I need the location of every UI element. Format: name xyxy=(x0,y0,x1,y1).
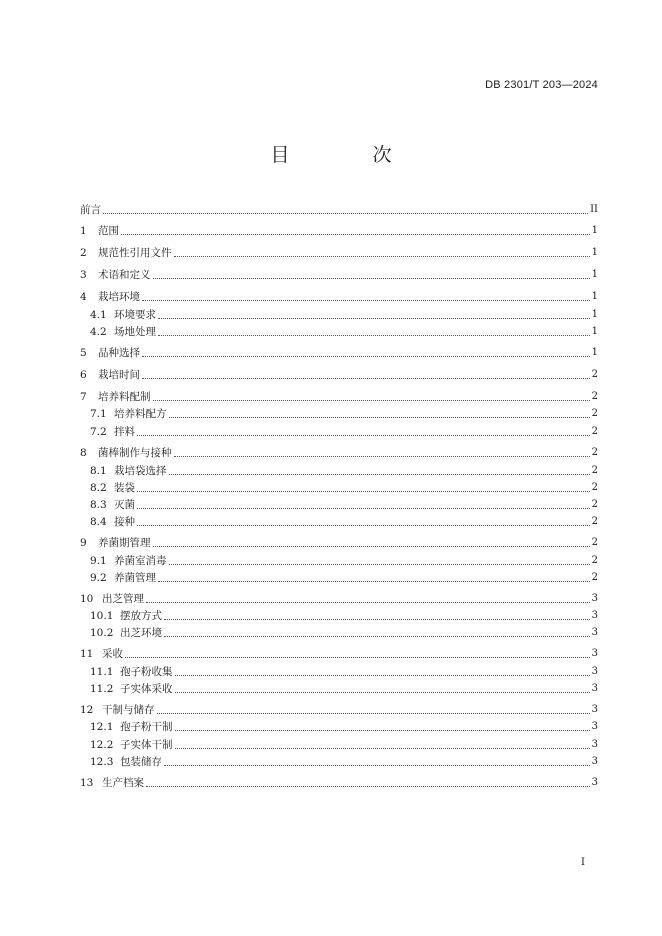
toc-entry-label: 栽培袋选择 xyxy=(114,465,167,477)
toc-entry-page: 3 xyxy=(591,610,598,621)
toc-entry-page: 2 xyxy=(591,555,598,566)
toc-entry-page: 2 xyxy=(591,499,598,510)
toc-entry-label: 栽培环境 xyxy=(98,291,140,303)
toc-entry-page: 3 xyxy=(591,721,598,732)
toc-entry-label: 孢子粉收集 xyxy=(120,666,173,678)
toc-leader-dots xyxy=(137,434,590,436)
toc-entry[interactable] xyxy=(90,571,598,585)
toc-entry-page: 3 xyxy=(591,666,598,677)
toc-entry[interactable] xyxy=(90,464,598,478)
toc-entry-number: 12.3 xyxy=(90,756,114,768)
toc-entry-page: 2 xyxy=(591,426,598,437)
toc-entry[interactable] xyxy=(90,325,598,339)
toc-entry-page: 1 xyxy=(591,269,598,280)
toc-leader-dots xyxy=(169,416,590,418)
toc-entry[interactable] xyxy=(90,481,598,495)
toc-entry-page: 1 xyxy=(591,291,598,302)
toc-entry[interactable] xyxy=(80,703,598,717)
toc-entry-page: 3 xyxy=(591,627,598,638)
toc-entry[interactable] xyxy=(90,498,598,512)
toc-entry-number: 6 xyxy=(80,369,87,381)
toc-leader-dots xyxy=(158,317,590,319)
toc-entry-number: 8.1 xyxy=(90,465,107,477)
toc-leader-dots xyxy=(157,712,590,714)
toc-entry-number: 9 xyxy=(80,537,87,549)
toc-entry-page: 2 xyxy=(591,391,598,402)
toc-entry[interactable] xyxy=(90,665,598,679)
toc-entry-page: 2 xyxy=(591,537,598,548)
toc-entry-page: 1 xyxy=(591,347,598,358)
toc-entry-label: 养菌室消毒 xyxy=(114,555,167,567)
toc-entry-label: 环境要求 xyxy=(114,309,156,321)
page-title: 目 次 xyxy=(270,144,424,166)
toc-entry-number: 4.1 xyxy=(90,309,107,321)
toc-entry-page: 1 xyxy=(591,326,598,337)
toc-entry-label: 出芝管理 xyxy=(102,593,144,605)
toc-entry-number: 11.2 xyxy=(90,683,114,695)
toc-entry[interactable] xyxy=(90,425,598,439)
toc-entry-page: 3 xyxy=(591,593,598,604)
toc-entry-label: 出芝环境 xyxy=(120,627,162,639)
toc-leader-dots xyxy=(158,334,590,336)
toc-entry-number: 1 xyxy=(80,225,87,237)
toc-entry-page: 2 xyxy=(591,482,598,493)
toc-entry-label: 拌料 xyxy=(114,426,135,438)
toc-entry-number: 7.1 xyxy=(90,408,107,420)
toc-entry-page: 1 xyxy=(591,309,598,320)
toc-entry-number: 12 xyxy=(80,704,94,716)
toc-entry[interactable] xyxy=(80,776,598,790)
toc-leader-dots xyxy=(142,377,590,379)
toc-entry-label: 养菌期管理 xyxy=(98,537,151,549)
toc-entry[interactable] xyxy=(80,290,598,304)
toc-entry[interactable] xyxy=(80,203,598,217)
toc-entry-label: 术语和定义 xyxy=(98,269,151,281)
toc-entry-label: 品种选择 xyxy=(98,347,140,359)
toc-entry-number: 9.2 xyxy=(90,572,107,584)
toc-entry-page: 3 xyxy=(591,777,598,788)
toc-entry-number: 8.4 xyxy=(90,516,107,528)
toc-entry-label: 装袋 xyxy=(114,482,135,494)
toc-entry-page: 2 xyxy=(591,408,598,419)
toc-entry-page: 3 xyxy=(591,739,598,750)
toc-entry-number: 10 xyxy=(80,593,94,605)
toc-entry-page: 3 xyxy=(591,756,598,767)
toc-entry-page: 2 xyxy=(591,572,598,583)
toc-leader-dots xyxy=(164,635,590,637)
toc-leader-dots xyxy=(153,277,590,279)
toc-leader-dots xyxy=(137,507,590,509)
toc-entry-label: 菌棒制作与接种 xyxy=(98,447,172,459)
toc-entry-number: 4.2 xyxy=(90,326,107,338)
toc-entry-label: 包装储存 xyxy=(120,756,162,768)
toc-entry-number: 5 xyxy=(80,347,87,359)
page-number: I xyxy=(581,857,585,868)
document-code: DB 2301/T 203—2024 xyxy=(485,79,598,91)
toc-entry-number: 8 xyxy=(80,447,87,459)
toc-entry-label: 采收 xyxy=(102,648,123,660)
toc-entry-label: 范围 xyxy=(98,225,119,237)
toc-entry-number: 7 xyxy=(80,391,87,403)
toc-entry-number: 12.1 xyxy=(90,721,114,733)
toc-leader-dots xyxy=(158,580,590,582)
toc-leader-dots xyxy=(153,399,590,401)
toc-leader-dots xyxy=(169,563,590,565)
toc-entry[interactable] xyxy=(80,390,598,404)
toc-entry-page: 2 xyxy=(591,516,598,527)
toc-entry-label: 培养料配制 xyxy=(98,391,151,403)
toc-entry-label: 场地处理 xyxy=(114,326,156,338)
toc-entry-label: 规范性引用文件 xyxy=(98,247,172,259)
toc-leader-dots xyxy=(146,785,590,787)
toc-entry-label: 子实体干制 xyxy=(120,739,173,751)
toc-leader-dots xyxy=(137,524,590,526)
toc-entry[interactable] xyxy=(80,346,598,360)
toc-entry-page: 2 xyxy=(591,465,598,476)
toc-leader-dots xyxy=(175,674,590,676)
toc-entry-page: 2 xyxy=(591,369,598,380)
toc-entry[interactable] xyxy=(80,224,598,238)
toc-leader-dots xyxy=(174,455,590,457)
toc-entry[interactable] xyxy=(90,720,598,734)
toc-entry[interactable] xyxy=(80,368,598,382)
toc-entry-number: 4 xyxy=(80,291,87,303)
toc-entry-number: 13 xyxy=(80,777,94,789)
toc-entry[interactable] xyxy=(80,446,598,460)
toc-leader-dots xyxy=(137,490,590,492)
toc-leader-dots xyxy=(174,255,590,257)
toc-entry-number: 10.1 xyxy=(90,610,114,622)
toc-entry-number: 8.3 xyxy=(90,499,107,511)
toc-entry-page: 3 xyxy=(591,648,598,659)
toc-entry[interactable] xyxy=(80,536,598,550)
toc-entry[interactable] xyxy=(90,609,598,623)
toc-entry[interactable] xyxy=(90,407,598,421)
toc-entry-number: 2 xyxy=(80,247,87,259)
toc-entry[interactable] xyxy=(90,682,598,696)
toc-entry-label: 干制与储存 xyxy=(102,704,155,716)
toc-entry[interactable] xyxy=(80,647,598,661)
toc-entry[interactable] xyxy=(80,592,598,606)
toc-entry-label: 接种 xyxy=(114,516,135,528)
toc-leader-dots xyxy=(125,656,590,658)
toc-leader-dots xyxy=(142,299,590,301)
toc-leader-dots xyxy=(164,618,590,620)
toc-entry[interactable] xyxy=(90,308,598,322)
toc-entry-page: 3 xyxy=(591,704,598,715)
toc-entry-number: 11.1 xyxy=(90,666,114,678)
toc-entry-label: 孢子粉干制 xyxy=(120,721,173,733)
toc-leader-dots xyxy=(175,729,590,731)
toc-entry-label: 培养料配方 xyxy=(114,408,167,420)
toc-entry[interactable] xyxy=(90,738,598,752)
toc-entry-page: 2 xyxy=(591,447,598,458)
toc-entry-label: 养菌管理 xyxy=(114,572,156,584)
toc-entry[interactable] xyxy=(90,554,598,568)
toc-entry[interactable] xyxy=(90,515,598,529)
toc-leader-dots xyxy=(146,601,590,603)
toc-entry-number: 9.1 xyxy=(90,555,107,567)
toc-entry-page: 3 xyxy=(591,683,598,694)
toc-entry-label: 灭菌 xyxy=(114,499,135,511)
toc-entry-number: 7.2 xyxy=(90,426,107,438)
toc-entry-number: 12.2 xyxy=(90,739,114,751)
toc-entry-number: 10.2 xyxy=(90,627,114,639)
toc-leader-dots xyxy=(169,473,590,475)
toc-leader-dots xyxy=(175,747,590,749)
toc-entry-label: 前言 xyxy=(80,204,101,216)
toc-entry-number: 11 xyxy=(80,648,94,660)
toc-entry[interactable] xyxy=(90,626,598,640)
toc-entry-number: 3 xyxy=(80,269,87,281)
toc-leader-dots xyxy=(142,355,590,357)
toc-entry-page: 1 xyxy=(591,247,598,258)
toc-entry-page: II xyxy=(590,204,598,215)
toc-entry-page: 1 xyxy=(591,225,598,236)
toc-entry[interactable] xyxy=(80,268,598,282)
toc-leader-dots xyxy=(164,764,590,766)
toc-leader-dots xyxy=(103,212,588,214)
toc-entry-label: 生产档案 xyxy=(102,777,144,789)
toc-entry-label: 子实体采收 xyxy=(120,683,173,695)
toc-entry-label: 摆放方式 xyxy=(120,610,162,622)
toc-entry-label: 栽培时间 xyxy=(98,369,140,381)
toc-leader-dots xyxy=(121,233,590,235)
toc-leader-dots xyxy=(153,545,590,547)
toc-entry-number: 8.2 xyxy=(90,482,107,494)
toc-leader-dots xyxy=(175,691,590,693)
toc-entry[interactable] xyxy=(80,246,598,260)
toc-entry[interactable] xyxy=(90,755,598,769)
